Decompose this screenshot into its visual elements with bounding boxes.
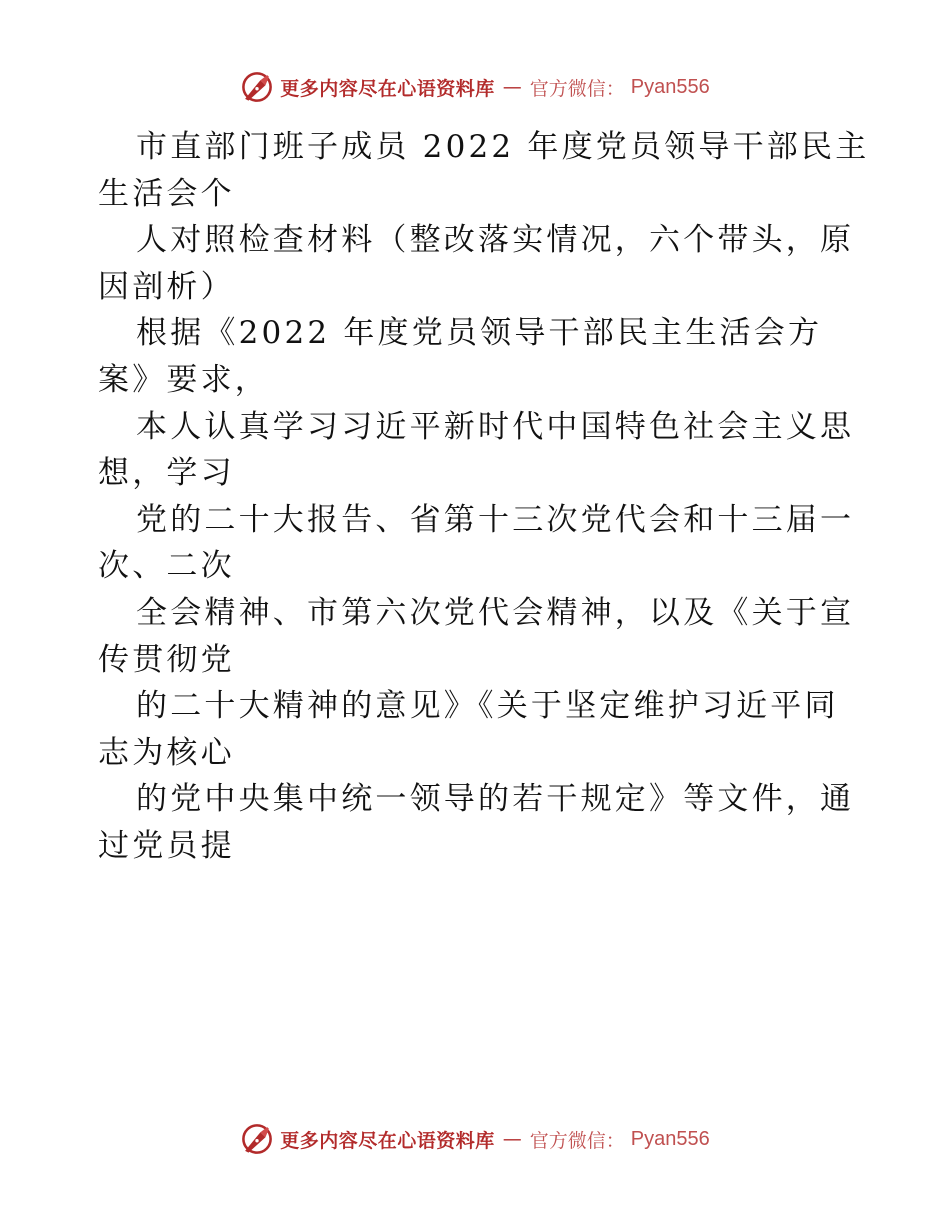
body-line: 生活会个 bbox=[98, 175, 235, 212]
body-line: 党的二十大报告、省第十三次党代会和十三届一 bbox=[136, 501, 855, 538]
footer-brand-name: 更多内容尽在心语资料库 bbox=[280, 1129, 495, 1152]
document-body bbox=[98, 124, 870, 870]
footer-wechat-label: 官方微信： bbox=[529, 1129, 625, 1152]
footer-wechat-id: Pyan556 bbox=[630, 1127, 710, 1150]
body-line: 志为核心 bbox=[98, 734, 235, 771]
body-line: 次、二次 bbox=[98, 548, 235, 585]
header-wechat-id: Pyan556 bbox=[630, 75, 710, 98]
header-brand-name: 更多内容尽在心语资料库 bbox=[280, 77, 495, 100]
page-header bbox=[0, 70, 950, 104]
body-line: 案》要求， bbox=[98, 361, 269, 398]
header-wechat-label: 官方微信： bbox=[529, 77, 625, 100]
body-line: 本人认真学习习近平新时代中国特色社会主义思 bbox=[136, 408, 855, 445]
header-dash: — bbox=[502, 76, 522, 98]
body-line: 想，学习 bbox=[98, 455, 235, 492]
pen-nib-logo-icon bbox=[240, 70, 274, 104]
body-line: 因剖析） bbox=[98, 268, 235, 305]
body-line: 的二十大精神的意见》《关于坚定维护习近平同 bbox=[136, 688, 839, 725]
body-line: 人对照检查材料（整改落实情况，六个带头，原 bbox=[136, 222, 855, 259]
footer-dash: — bbox=[502, 1128, 522, 1150]
pen-nib-logo-icon bbox=[240, 1122, 274, 1156]
body-line: 市直部门班子成员 2022 年度党员领导干部民主 bbox=[136, 129, 870, 165]
header-brand bbox=[240, 70, 710, 104]
body-line: 传贯彻党 bbox=[98, 641, 235, 678]
footer-brand bbox=[240, 1122, 710, 1156]
body-line: 根据《2022 年度党员领导干部民主生活会方 bbox=[136, 315, 823, 352]
body-line: 过党员提 bbox=[98, 827, 235, 864]
body-line: 全会精神、市第六次党代会精神，以及《关于宣 bbox=[136, 594, 855, 631]
body-line: 的党中央集中统一领导的若干规定》等文件，通 bbox=[136, 781, 855, 818]
page-footer bbox=[0, 1122, 950, 1156]
